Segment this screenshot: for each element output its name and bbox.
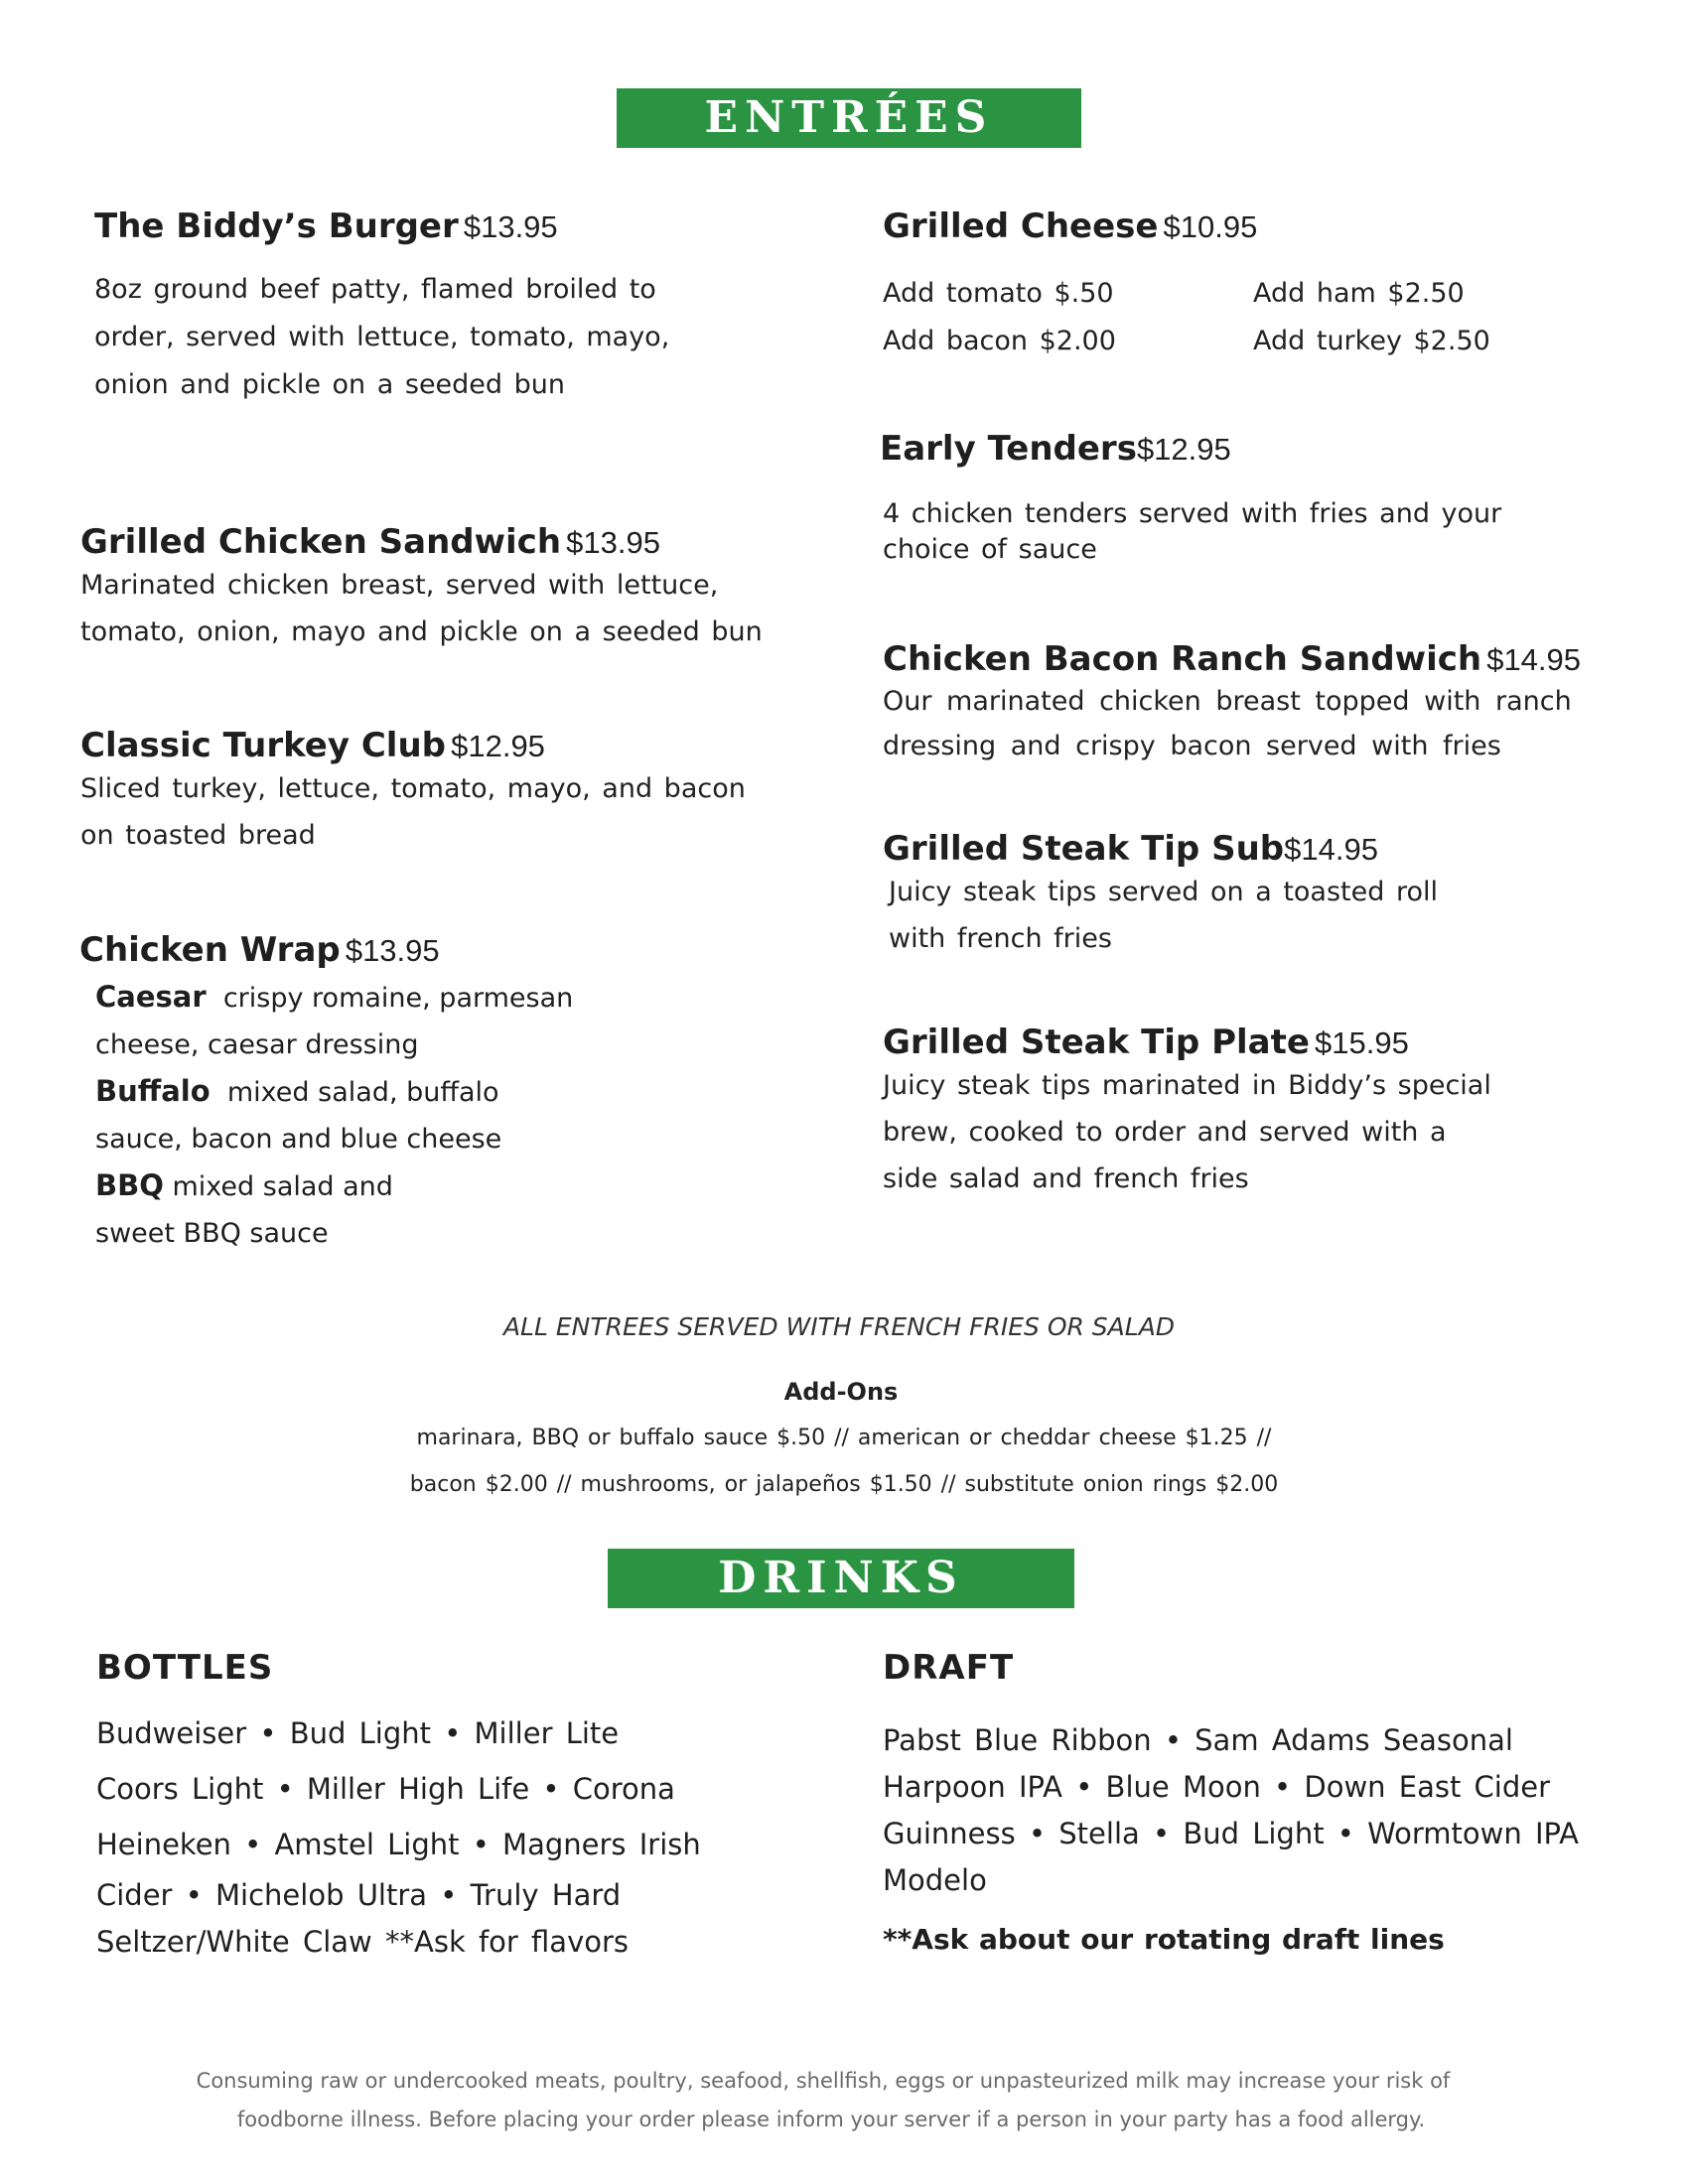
bottles-line: Heineken • Amstel Light • Magners Irish bbox=[96, 1828, 701, 1861]
menu-item-grilled-chicken bbox=[80, 522, 763, 655]
wrap-option-desc: sauce, bacon and blue cheese bbox=[95, 1124, 502, 1155]
wrap-option-desc: crispy romaine, parmesan bbox=[222, 983, 574, 1014]
item-desc: 4 chicken tenders served with fries and your bbox=[883, 498, 1502, 529]
item-price: $14.95 bbox=[1486, 642, 1582, 677]
menu-item-chicken-bacon-ranch bbox=[883, 639, 1581, 768]
item-name: Early Tenders bbox=[880, 429, 1137, 469]
wrap-option-desc: sweet BBQ sauce bbox=[95, 1218, 329, 1249]
item-name: Grilled Chicken Sandwich bbox=[80, 522, 562, 562]
item-price: $13.95 bbox=[345, 933, 440, 968]
item-price: $14.95 bbox=[1284, 832, 1378, 867]
item-name: Chicken Bacon Ranch Sandwich bbox=[883, 639, 1482, 679]
entrees-note: ALL ENTREES SERVED WITH FRENCH FRIES OR SALAD bbox=[502, 1312, 1176, 1341]
item-name: Chicken Wrap bbox=[79, 930, 341, 970]
item-name: Grilled Steak Tip Plate bbox=[883, 1023, 1310, 1062]
item-name: Grilled Cheese bbox=[883, 206, 1159, 246]
menu-item-grilled-cheese bbox=[883, 206, 1578, 365]
item-price: $13.95 bbox=[566, 525, 660, 560]
item-price: $12.95 bbox=[451, 729, 545, 763]
wrap-option-name: Buffalo bbox=[95, 1074, 211, 1108]
item-price: $10.95 bbox=[1163, 209, 1258, 244]
item-desc: Marinated chicken breast, served with lettuce, bbox=[80, 570, 719, 601]
addons-line: marinara, BBQ or buffalo sauce $.50 // american or cheddar cheese $1.25 // bbox=[416, 1426, 1272, 1450]
addon-turkey: Add turkey $2.50 bbox=[1253, 326, 1490, 356]
menu-item-early-tenders bbox=[880, 429, 1501, 568]
item-name: The Biddy’s Burger bbox=[94, 206, 459, 246]
item-desc: Our marinated chicken breast topped with ranch bbox=[883, 686, 1572, 717]
bottles-line: Cider • Michelob Ultra • Truly Hard bbox=[96, 1878, 622, 1912]
draft-line: Modelo bbox=[883, 1863, 987, 1897]
item-desc: order, served with lettuce, tomato, mayo, bbox=[94, 322, 670, 352]
item-desc: on toasted bread bbox=[80, 820, 316, 851]
item-desc: dressing and crispy bacon served with fries bbox=[883, 731, 1501, 761]
menu-item-burger bbox=[94, 206, 669, 409]
item-desc: choice of sauce bbox=[883, 534, 1097, 565]
wrap-option-desc: mixed salad and bbox=[172, 1171, 393, 1202]
addon-bacon: Add bacon $2.00 bbox=[883, 326, 1116, 356]
addon-tomato: Add tomato $.50 bbox=[883, 278, 1114, 309]
item-desc: Juicy steak tips served on a toasted roll bbox=[889, 877, 1438, 907]
bottles-section bbox=[96, 1648, 701, 1966]
wrap-option-name: Caesar bbox=[95, 980, 207, 1014]
menu-item-turkey-club bbox=[80, 726, 746, 859]
draft-heading: DRAFT bbox=[883, 1648, 1015, 1688]
allergy-disclaimer-line: Consuming raw or undercooked meats, poultry, seafood, shellfish, eggs or unpasteurized milk may increase your risk of bbox=[196, 2069, 1451, 2093]
item-desc: with french fries bbox=[889, 923, 1112, 954]
bottles-heading: BOTTLES bbox=[96, 1648, 274, 1688]
wrap-option-buffalo bbox=[95, 1068, 573, 1116]
item-name: Grilled Steak Tip Sub bbox=[883, 829, 1285, 869]
item-price: $13.95 bbox=[463, 209, 558, 244]
item-desc: Juicy steak tips marinated in Biddy’s special bbox=[883, 1070, 1491, 1101]
draft-line: Harpoon IPA • Blue Moon • Down East Cider bbox=[883, 1770, 1551, 1804]
addons-line: bacon $2.00 // mushrooms, or jalapeños $1.50 // substitute onion rings $2.00 bbox=[409, 1472, 1279, 1497]
wrap-option-caesar bbox=[95, 974, 573, 1022]
item-desc: brew, cooked to order and served with a bbox=[883, 1117, 1447, 1148]
allergy-disclaimer-line: foodborne illness. Before placing your order please inform your server if a person in your party has a food allergy. bbox=[236, 2108, 1426, 2131]
entrees-banner: ENTRÉES bbox=[617, 88, 1081, 148]
draft-note: **Ask about our rotating draft lines bbox=[883, 1923, 1445, 1956]
item-price: $12.95 bbox=[1136, 432, 1231, 467]
draft-section bbox=[883, 1648, 1579, 1958]
item-desc: 8oz ground beef patty, flamed broiled to bbox=[94, 274, 656, 305]
wrap-option-bbq bbox=[95, 1162, 573, 1210]
addons-title: Add-Ons bbox=[783, 1378, 899, 1406]
wrap-option-desc: mixed salad, buffalo bbox=[226, 1077, 499, 1108]
item-name: Classic Turkey Club bbox=[80, 726, 447, 765]
item-price: $15.95 bbox=[1315, 1025, 1409, 1060]
drinks-banner: DRINKS bbox=[608, 1549, 1074, 1608]
wrap-option-desc: cheese, caesar dressing bbox=[95, 1029, 419, 1060]
addon-ham: Add ham $2.50 bbox=[1253, 278, 1465, 309]
menu-item-chicken-wrap bbox=[79, 930, 573, 1257]
wrap-option-name: BBQ bbox=[95, 1168, 164, 1202]
draft-line: Guinness • Stella • Bud Light • Wormtown IPA bbox=[883, 1817, 1579, 1850]
bottles-line: Budweiser • Bud Light • Miller Lite bbox=[96, 1716, 620, 1750]
draft-line: Pabst Blue Ribbon • Sam Adams Seasonal bbox=[883, 1723, 1513, 1757]
item-desc: onion and pickle on a seeded bun bbox=[94, 369, 566, 400]
bottles-line: Coors Light • Miller High Life • Corona bbox=[96, 1772, 675, 1806]
item-desc: Sliced turkey, lettuce, tomato, mayo, and bacon bbox=[80, 773, 746, 804]
item-desc: tomato, onion, mayo and pickle on a seeded bun bbox=[80, 616, 763, 647]
item-desc: side salad and french fries bbox=[883, 1163, 1249, 1194]
bottles-line: Seltzer/White Claw **Ask for flavors bbox=[96, 1925, 630, 1959]
menu-item-steak-tip-sub bbox=[883, 829, 1438, 962]
menu-item-steak-tip-plate bbox=[883, 1023, 1491, 1202]
